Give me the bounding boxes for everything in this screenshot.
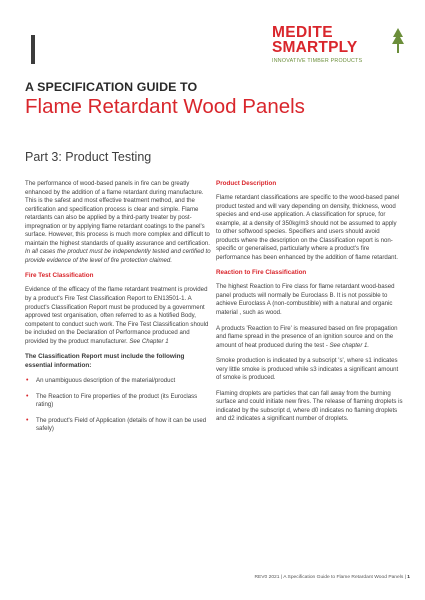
smoke-paragraph: Smoke production is indicated by a subscript 's', where s1 indicates very little smoke is produced while s3 indicates a significant amount of smoke is produced. [216, 357, 399, 382]
page-number: 1 [407, 575, 410, 580]
reaction-measure-paragraph: A products 'Reaction to Fire' is measured based on fire propagation and flame spread in the presence of an ignition source and on the amount of heat produced during the test - See chapter 1. [216, 324, 398, 349]
page-title: Flame Retardant Wood Panels [25, 95, 305, 118]
bullet-icon: • [26, 377, 29, 385]
list-item: • The Reaction to Fire properties of the product (its Euroclass rating) [26, 392, 198, 409]
euroclass-paragraph: The highest Reaction to Fire class for flame retardant wood-based panel products will normally be Euroclass B. It is not possible to achieve Euroclass A (non-combustible) with a natural and organic material , such as wood. [216, 283, 395, 317]
left-column [25, 180, 212, 441]
vertical-rule [31, 35, 35, 64]
page-footer [254, 575, 410, 580]
bullet-icon: • [26, 392, 29, 400]
intro-paragraph: The performance of wood-based panels in fire can be greatly enhanced by the addition of a flame retardant during manufacture. This is the safest and most effective treatment method, and the certification and specification process is clear and simple. Flame retardants can also be applied by a third-party treater by post-impregnation or by applying flame retardant coatings to the panel's surface. However, this process is much more complex and difficult to maintain the highest standards of quality assurance and certification. In all cases the product must be independently tested and certified to provide evidence of the level of fire protection claimed. [25, 180, 211, 264]
guide-kicker: A SPECIFICATION GUIDE TO [25, 80, 198, 94]
brand-name-line1: MEDITE [272, 24, 333, 41]
reaction-to-fire-heading: Reaction to Fire Classification [216, 269, 307, 277]
essential-info-heading: The Classification Report must include the following essential information: [25, 353, 185, 369]
right-column [216, 180, 403, 431]
part-heading: Part 3: Product Testing [25, 150, 152, 164]
droplets-paragraph: Flaming droplets are particles that can fall away from the burning surface and could initiate new fires. The release of flaming droplets is indicated by the subscript d, where d0 indicates no flaming droplets and d2 indicates a significant number of droplets. [216, 389, 403, 423]
tree-icon [391, 28, 405, 54]
essential-info-list [25, 377, 212, 434]
fire-test-paragraph: Evidence of the efficacy of the flame retardant treatment is provided by a product's Fire Test Classification Report to EN13501-1. A product's Classification Report must be produced by a government approved test organisation, often referred to as a Notified Body, competent to conduct such work. The Fire Test Classification should be included on the Declaration of Performance produced and provided by the product manufacturer. See Chapter 1 [25, 286, 209, 345]
footer-text: REV0 2021 | A Specification Guide to Flame Retardant Wood Panels | [254, 575, 408, 580]
brand-logo [272, 25, 407, 70]
product-description-paragraph: Flame retardant classifications are specific to the wood-based panel product tested and will vary depending on density, thickness, wood species and end-use application. A classification for spruce, for example, at a density of 350kg/m3 should not be assumed to apply to other softwood species. Specifiers and users should avoid products where the description on the Classification report is non-specific or generalised, particularly where a product's fire performance has been enhanced by the addition of flame retardant. [216, 194, 400, 261]
brand-name-line2: SMARTPLY [272, 39, 358, 56]
bullet-icon: • [26, 416, 29, 424]
fire-test-heading: Fire Test Classification [25, 272, 94, 280]
brand-tagline: INNOVATIVE TIMBER PRODUCTS [272, 58, 363, 64]
list-item: • An unambiguous description of the material/product [26, 377, 176, 385]
product-description-heading: Product Description [216, 180, 277, 187]
list-item: • The product's Field of Application (details of how it can be used safely) [26, 416, 207, 433]
